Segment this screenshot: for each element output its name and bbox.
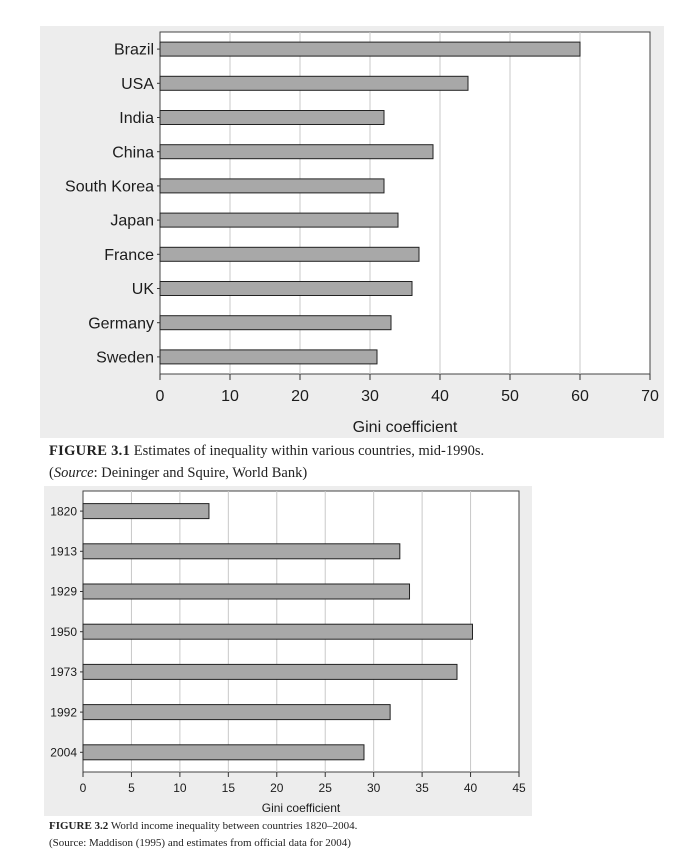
category-label-1-usa: USA [121, 75, 154, 93]
category-label-2-1929: 1929 [50, 584, 77, 599]
figure-3-1-source [49, 463, 307, 483]
x-tick-label-1-30: 30 [361, 388, 379, 405]
x-tick-label-2-5: 5 [128, 781, 135, 795]
x-tick-label-2-25: 25 [318, 781, 332, 795]
category-label-2-1913: 1913 [50, 544, 77, 559]
x-tick-label-2-45: 45 [512, 781, 526, 795]
figure-3-2-caption-text: World income inequality between countries 1820–2004. [110, 820, 358, 832]
category-label-1-sweden: Sweden [96, 349, 154, 367]
x-tick-label-2-15: 15 [221, 781, 236, 795]
figure-3-1-caption [49, 441, 484, 461]
bar-2-1992 [83, 705, 390, 720]
x-tick-label-1-70: 70 [641, 388, 659, 405]
source-label: Source [53, 465, 94, 481]
category-label-2-1973: 1973 [50, 665, 77, 680]
x-tick-label-2-10: 10 [173, 781, 187, 795]
category-label-1-brazil: Brazil [113, 41, 154, 59]
x-tick-label-1-40: 40 [431, 388, 449, 405]
x-tick-label-2-35: 35 [415, 781, 429, 795]
x-tick-label-1-10: 10 [221, 388, 239, 405]
figure-3-1-source-text: : Deininger and Squire, World Bank) [93, 465, 308, 481]
category-label-1-uk: UK [131, 281, 154, 299]
category-label-1-germany: Germany [88, 315, 154, 333]
x-tick-label-1-50: 50 [501, 388, 519, 405]
bar-2-1913 [83, 544, 400, 559]
source-open-paren: ( [49, 465, 54, 481]
figure-3-2-source: (Source: Maddison (1995) and estimates from official data for 2004) [49, 837, 351, 849]
category-label-2-1820: 1820 [50, 504, 77, 519]
figure-3-2-caption [49, 818, 357, 834]
category-label-1-france: France [104, 246, 154, 264]
x-tick-label-2-20: 20 [270, 781, 284, 795]
x-tick-label-2-30: 30 [366, 781, 381, 795]
bar-2-1820 [83, 504, 209, 519]
bar-2-1929 [83, 584, 410, 599]
bar-2-2004 [83, 745, 364, 760]
figure-3-1-label: FIGURE 3.1 [49, 443, 131, 459]
category-label-2-1992: 1992 [50, 705, 77, 720]
x-axis-title-2: Gini coefficient [261, 801, 341, 815]
category-label-1-india: India [119, 110, 154, 128]
figure-3-1-caption-text: Estimates of inequality within various countries, mid-1990s. [133, 443, 485, 459]
x-axis-title-1: Gini coefficient [352, 419, 458, 436]
x-tick-label-2-0: 0 [79, 781, 87, 795]
category-label-1-japan: Japan [110, 212, 154, 230]
x-tick-label-1-0: 0 [155, 388, 165, 405]
bar-2-1973 [83, 664, 457, 679]
category-label-1-china: China [112, 144, 154, 162]
category-label-2-1950: 1950 [50, 624, 77, 639]
bar-2-1950 [83, 624, 472, 639]
figure-3-2-label: FIGURE 3.2 [49, 820, 109, 832]
x-tick-label-1-20: 20 [291, 388, 309, 405]
x-tick-label-2-40: 40 [463, 781, 478, 795]
category-label-1-south-korea: South Korea [65, 178, 154, 196]
category-label-2-2004: 2004 [50, 745, 77, 760]
x-tick-label-1-60: 60 [571, 388, 589, 405]
